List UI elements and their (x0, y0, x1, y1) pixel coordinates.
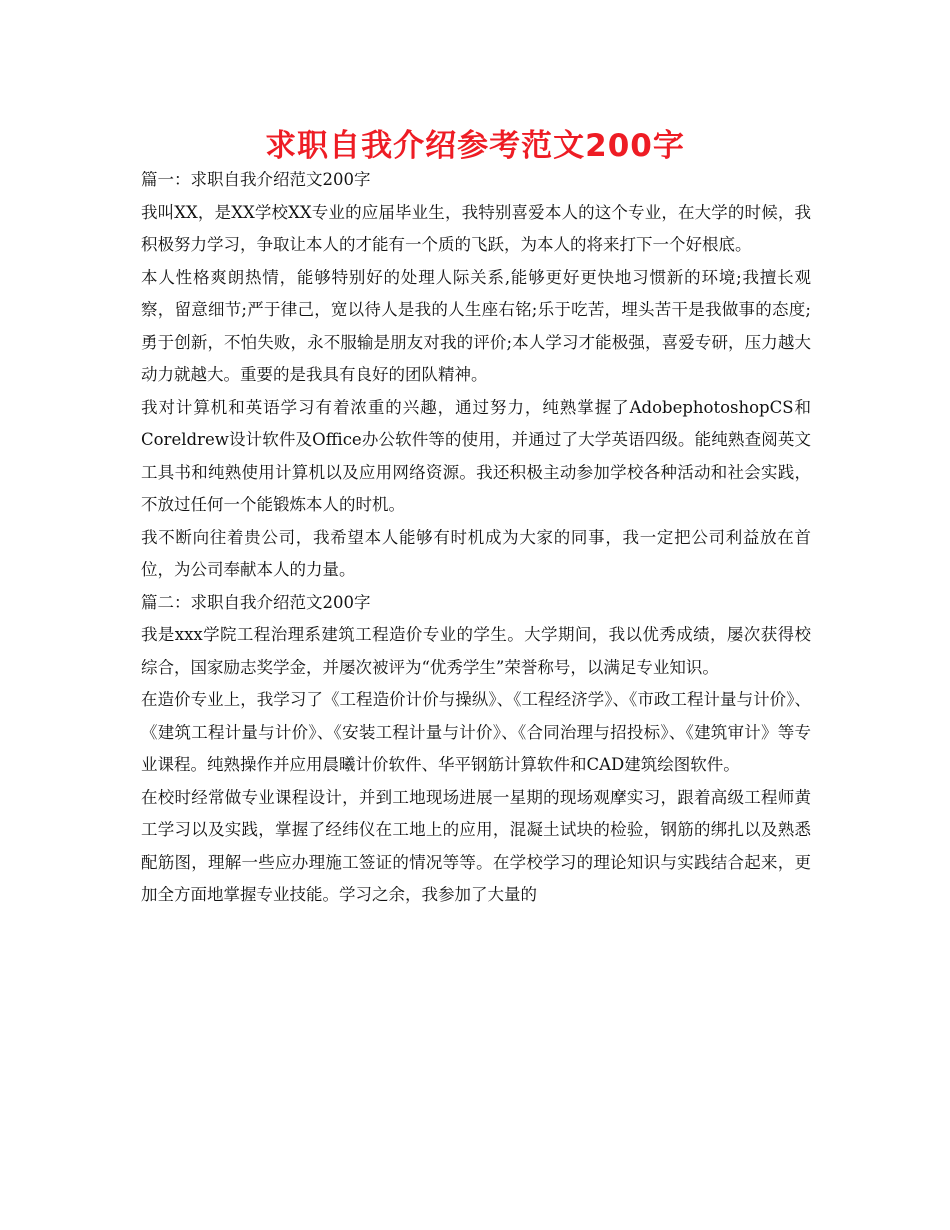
paragraph-intro: 我叫XX，是XX学校XX专业的应届毕业生，我特别喜爱本人的这个专业，在大学的时候，我积极努力学习，争取让本人的才能有一个质的飞跃，为本人的将来打下一个好根底。 (141, 202, 811, 254)
section-heading-1: 篇一：求职自我介绍范文200字 (141, 170, 371, 189)
document-title: 求职自我介绍参考范文200字 (265, 128, 685, 164)
section-heading-2: 篇二：求职自我介绍范文200字 (141, 592, 371, 612)
paragraph-personality: 本人性格爽朗热情，能够特别好的处理人际关系,能够更好更快地习惯新的环境;我擅长观察，留意细节;严于律己，宽以待人是我的人生座右铭;乐于吃苦，埋头苦干是我做事的态度;勇于创新，不怕失败，永不服输是朋友对我的评价;本人学习才能极强，喜爱专研，压力越大动力就越大。重要的是我具有良好的团队精神。 (141, 267, 811, 384)
paragraph-education: 我是xxx学院工程治理系建筑工程造价专业的学生。大学期间，我以优秀成绩，屡次获得校综合，国家励志奖学金，并屡次被评为“优秀学生”荣誉称号，以满足专业知识。 (141, 625, 811, 677)
paragraph-courses: 在造价专业上，我学习了《工程造价计价与操纵》、《工程经济学》、《市政工程计量与计价》、《建筑工程计量与计价》、《安装工程计量与计价》、《合同治理与招投标》、《建筑审计》等专业课程。纯熟操作并应用晨曦计价软件、华平钢筋计算软件和CAD建筑绘图软件。 (141, 690, 811, 774)
paragraph-closing: 我不断向往着贵公司，我希望本人能够有时机成为大家的同事，我一定把公司利益放在首位，为公司奉献本人的力量。 (141, 527, 811, 579)
paragraph-skills: 我对计算机和英语学习有着浓重的兴趣，通过努力，纯熟掌握了AdobephotoshopCS和Coreldrew设计软件及Office办公软件等的使用，并通过了大学英语四级。能纯熟查阅英文工具书和纯熟使用计算机以及应用网络资源。我还积极主动参加学校各种活动和社会实践，不放过任何一个能锻炼本人的时机。 (141, 397, 811, 514)
paragraph-practice: 在校时经常做专业课程设计，并到工地现场进展一星期的现场观摩实习，跟着高级工程师黄工学习以及实践，掌握了经纬仪在工地上的应用，混凝土试块的检验，钢筋的绑扎以及熟悉配筋图，理解一些应办理施工签证的情况等等。在学校学习的理论知识与实践结合起来，更加全方面地掌握专业技能。学习之余，我参加了大量的 (141, 787, 811, 904)
document-body (141, 164, 811, 912)
